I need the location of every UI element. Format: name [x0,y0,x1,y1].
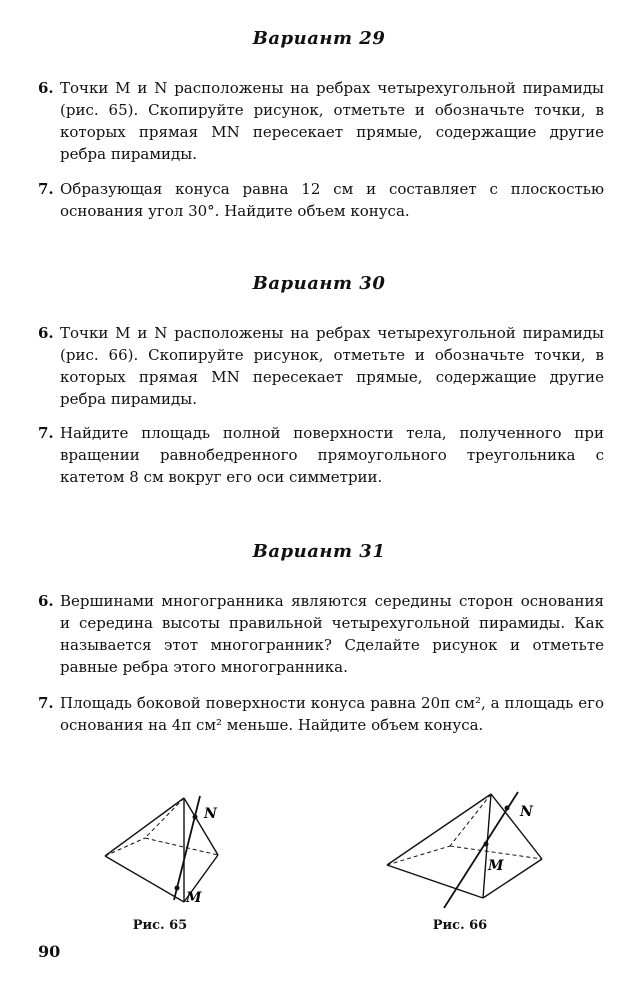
variant-30-problem-6 [38,322,604,410]
problem-text: Площадь боковой поверхности конуса равна 20π см², а площадь его основания на 4π см² меньше. Найдите объем конуса. [60,694,604,734]
problem-text: Вершинами многогранника являются середины сторон основания и середина высоты правильной четырехугольной пирамиды. Как называется этот многогранник? Сделайте рисунок и отметьте равные ребра этого многогранника. [60,592,604,676]
problem-number: 6. [38,79,54,97]
problem-text: Найдите площадь полной поверхности тела, полученного при вращении равнобедренного прямоугольного треугольника с катетом 8 см вокруг его оси симметрии. [60,424,604,486]
point-m [175,886,180,891]
problem-number: 7. [38,424,54,442]
figure-66-pyramid [382,786,552,914]
problem-text: Точки M и N расположены на ребрах четырехугольной пирамиды (рис. 65). Скопируйте рисунок, отметьте и обозначьте точки, в которых прямая MN пересекает прямые, содержащие другие ребра пирамиды. [60,79,604,163]
variant-31-problem-6 [38,590,604,678]
problem-number: 6. [38,324,54,342]
label-n: N [520,804,533,820]
problem-number: 7. [38,694,54,712]
page-number: 90 [38,942,61,961]
label-m: M [488,858,504,874]
variant-29-problem-6 [38,77,604,165]
point-n [193,815,198,820]
variant-30-heading: Вариант 30 [252,273,386,294]
point-m [484,842,489,847]
figure-65-pyramid [100,790,240,910]
variant-29-heading: Вариант 29 [252,28,386,49]
variant-30-problem-7 [38,422,604,488]
variant-31-problem-7 [38,692,604,736]
variant-31-heading: Вариант 31 [252,541,386,562]
problem-text: Образующая конуса равна 12 см и составляет с плоскостью основания угол 30°. Найдите объем конуса. [60,180,604,220]
problem-number: 7. [38,180,54,198]
label-m: M [186,890,202,906]
problem-number: 6. [38,592,54,610]
point-n [505,806,510,811]
figure-66-caption: Рис. 66 [432,918,488,933]
figure-65-caption: Рис. 65 [132,918,188,933]
problem-text: Точки M и N расположены на ребрах четырехугольной пирамиды (рис. 66). Скопируйте рисунок, отметьте и обозначьте точки, в которых прямая MN пересекает прямые, содержащие другие ребра пирамиды. [60,324,604,408]
variant-29-problem-7 [38,178,604,222]
label-n: N [204,806,217,822]
